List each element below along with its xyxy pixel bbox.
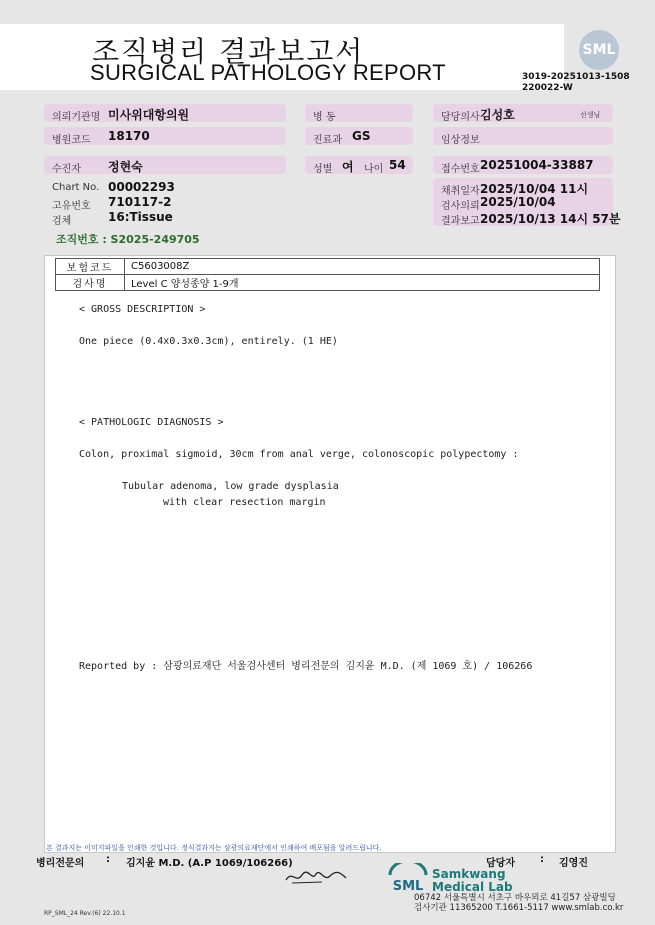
specimen-label: 검체 bbox=[52, 216, 72, 227]
pathologist-colon: : bbox=[106, 854, 110, 865]
unique-no-label: 고유번호 bbox=[52, 201, 91, 212]
recipient-value: 정현숙 bbox=[108, 160, 143, 174]
doctor-suffix: 선생님 bbox=[580, 111, 601, 119]
test-name-value: Level C 양성종양 1-9개 bbox=[125, 275, 600, 291]
hospital-code-label: 병원코드 bbox=[52, 135, 91, 146]
ward-label: 병 동 bbox=[313, 112, 336, 123]
sml-logo-icon: SML bbox=[579, 30, 619, 70]
gross-header: < GROSS DESCRIPTION > bbox=[79, 304, 206, 315]
diagnosis-line1: Tubular adenoma, low grade dysplasia bbox=[122, 481, 339, 492]
diagnosis-site: Colon, proximal sigmoid, 30cm from anal verge, colonoscopic polypectomy : bbox=[79, 449, 519, 460]
requested-value: 2025/10/04 bbox=[480, 195, 556, 209]
diagnosis-line2: with clear resection margin bbox=[163, 497, 326, 508]
clinical-label: 임상정보 bbox=[441, 135, 480, 146]
reported-by: Reported by : 삼광의료재단 서울검사센터 병리전문의 김지윤 M.D. (제 1069 호) / 106266 bbox=[79, 661, 533, 672]
title-english: SURGICAL PATHOLOGY REPORT bbox=[90, 60, 446, 85]
hospital-code-value: 18170 bbox=[108, 129, 150, 143]
signature-image bbox=[282, 866, 352, 888]
doctor-value: 김성호 bbox=[480, 108, 515, 122]
test-name-label: 검사명 bbox=[56, 275, 125, 291]
gross-text: One piece (0.4x0.3x0.3cm), entirely. (1 HE) bbox=[79, 336, 338, 347]
institution-label: 의뢰기관명 bbox=[52, 112, 101, 123]
lab-name-line2: Medical Lab bbox=[432, 880, 513, 894]
manager-colon: : bbox=[540, 854, 544, 865]
lab-address bbox=[414, 893, 623, 913]
age-label: 나이 bbox=[364, 164, 384, 175]
report-number-line2: 220022-W bbox=[522, 83, 573, 93]
form-number: RP_SML_24 Rev.(6) 22.10.1 bbox=[44, 910, 126, 917]
chart-no-label: Chart No. bbox=[52, 182, 100, 193]
diagnosis-header: < PATHOLOGIC DIAGNOSIS > bbox=[79, 417, 224, 428]
chart-no-value: 00002293 bbox=[108, 180, 175, 194]
recipient-label: 수진자 bbox=[52, 164, 81, 175]
samkwang-logo-text: SML bbox=[392, 879, 424, 893]
reported-label: 결과보고 bbox=[441, 216, 480, 227]
table-row bbox=[56, 259, 600, 275]
receipt-value: 20251004-33887 bbox=[480, 158, 594, 172]
doctor-label: 담당의사 bbox=[441, 112, 480, 123]
dept-label: 진료과 bbox=[313, 135, 342, 146]
report-number bbox=[522, 72, 630, 94]
print-notice: 본 결과지는 이미지파일을 인쇄한 것입니다. 정식결과지는 삼광의료재단에서 인쇄하여 배포됨을 알려드립니다. bbox=[46, 844, 382, 852]
title-korean: 조직병리 결과보고서 bbox=[92, 35, 365, 68]
dept-value: GS bbox=[352, 129, 371, 143]
sex-value: 여 bbox=[342, 160, 354, 174]
manager-name: 김영진 bbox=[559, 858, 588, 869]
receipt-label: 접수번호 bbox=[441, 164, 480, 175]
specimen-value: 16:Tissue bbox=[108, 210, 173, 224]
insurance-code-label: 보험코드 bbox=[56, 259, 125, 275]
lab-name-line1: Samkwang bbox=[432, 867, 506, 881]
report-panel bbox=[44, 255, 616, 853]
insurance-table bbox=[55, 258, 600, 291]
unique-no-value: 710117-2 bbox=[108, 195, 172, 209]
requested-label: 검사의뢰 bbox=[441, 201, 480, 212]
lab-address-line1: 06742 서울특별시 서초구 바우뫼로 41길57 삼광빌딩 bbox=[414, 893, 616, 903]
age-value: 54 bbox=[389, 158, 406, 172]
institution-value: 미사위대항의원 bbox=[108, 108, 190, 122]
samkwang-logo-icon bbox=[386, 863, 430, 893]
slide-number: 조직번호 : S2025-249705 bbox=[56, 233, 200, 246]
pathologist-name: 김지윤 M.D. (A.P 1069/106266) bbox=[126, 858, 293, 869]
pathologist-label: 병리전문의 bbox=[36, 858, 85, 869]
report-number-line1: 3019-20251013-1508 bbox=[522, 72, 630, 82]
sex-label: 성별 bbox=[313, 164, 333, 175]
table-row bbox=[56, 275, 600, 291]
reported-value: 2025/10/13 14시 57분 bbox=[480, 212, 621, 226]
lab-address-line2: 검사기관 11365200 T.1661-5117 www.smlab.co.kr bbox=[414, 903, 624, 913]
collected-label: 채취일자 bbox=[441, 186, 480, 197]
lab-name bbox=[432, 868, 513, 894]
insurance-code-value: C5603008Z bbox=[125, 259, 600, 275]
manager-label: 담당자 bbox=[486, 858, 515, 869]
collected-value: 2025/10/04 11시 bbox=[480, 182, 589, 196]
